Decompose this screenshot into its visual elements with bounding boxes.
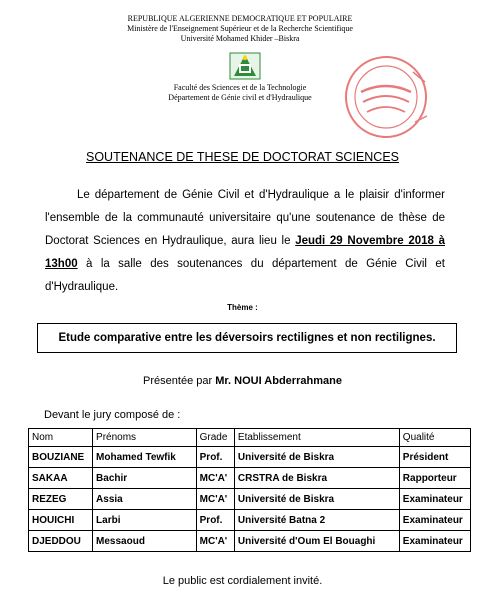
jury-prenom: Mohamed Tewfik [93, 447, 197, 468]
thesis-theme: Etude comparative entre les déversoirs rectilignes et non rectilignes. [58, 332, 436, 344]
header-qualite: Qualité [399, 429, 470, 447]
jury-nom: REZEG [29, 489, 93, 510]
jury-nom: BOUZIANE [29, 447, 93, 468]
jury-nom: SAKAA [29, 468, 93, 489]
header-nom: Nom [29, 429, 93, 447]
header-line-1: REPUBLIQUE ALGERIENNE DEMOCRATIQUE ET POPULAIRE [127, 14, 353, 23]
jury-qualite: Examinateur [399, 489, 470, 510]
jury-intro: Devant le jury composé de : [44, 409, 181, 421]
theme-box [37, 323, 457, 353]
republic-header [90, 14, 390, 44]
jury-etablissement: Université Batna 2 [234, 510, 399, 531]
presenter-name: Mr. NOUI Abderrahmane [215, 375, 342, 387]
faculty-header [90, 83, 390, 103]
page-title: SOUTENANCE DE THESE DE DOCTORAT SCIENCES [85, 150, 400, 164]
jury-prenom: Assia [93, 489, 197, 510]
footer-invitation: Le public est cordialement invité. [162, 575, 323, 587]
jury-grade: MC'A' [196, 531, 234, 552]
theme-label: Thème : [227, 303, 258, 312]
table-row [29, 510, 471, 531]
header-line-2: Ministère de l'Enseignement Supérieur et de la Recherche Scientifique [127, 24, 353, 33]
jury-grade: MC'A' [196, 489, 234, 510]
table-row [29, 531, 471, 552]
jury-etablissement: Université d'Oum El Bouaghi [234, 531, 399, 552]
university-logo-icon [228, 50, 262, 82]
jury-prenom: Messaoud [93, 531, 197, 552]
jury-header-row [29, 429, 471, 447]
announcement-location: à la salle des soutenances du département de Génie Civil et d'Hydraulique. [45, 258, 445, 293]
presenter-prefix: Présentée par [143, 375, 216, 387]
announcement-paragraph [45, 184, 445, 299]
jury-etablissement: Université de Biskra [234, 489, 399, 510]
faculty-name: Faculté des Sciences et de la Technologie [173, 83, 307, 92]
department-name: Département de Génie civil et d'Hydraulique [168, 93, 312, 102]
header-line-3: Université Mohamed Khider –Biskra [180, 34, 300, 43]
jury-table [28, 428, 471, 552]
jury-prenom: Bachir [93, 468, 197, 489]
defense-date: Jeudi 29 Novembre 2018 à 13h00 [45, 235, 445, 270]
jury-etablissement: CRSTRA de Biskra [234, 468, 399, 489]
jury-qualite: Président [399, 447, 470, 468]
table-row [29, 447, 471, 468]
announcement-text: Le département de Génie Civil et d'Hydraulique a le plaisir d'informer l'ensemble de la communauté universitaire qu'une soutenance de thèse de Doctorat Sciences en Hydraulique, aura lieu le [45, 189, 445, 247]
header-etablissement: Etablissement [234, 429, 399, 447]
jury-nom: DJEDDOU [29, 531, 93, 552]
header-grade: Grade [196, 429, 234, 447]
jury-qualite: Examinateur [399, 531, 470, 552]
jury-qualite: Examinateur [399, 510, 470, 531]
jury-qualite: Rapporteur [399, 468, 470, 489]
jury-prenom: Larbi [93, 510, 197, 531]
jury-grade: MC'A' [196, 468, 234, 489]
jury-grade: Prof. [196, 447, 234, 468]
table-row [29, 468, 471, 489]
jury-grade: Prof. [196, 510, 234, 531]
jury-etablissement: Université de Biskra [234, 447, 399, 468]
header-prenoms: Prénoms [93, 429, 197, 447]
presenter-line [0, 375, 485, 387]
jury-nom: HOUICHI [29, 510, 93, 531]
table-row [29, 489, 471, 510]
